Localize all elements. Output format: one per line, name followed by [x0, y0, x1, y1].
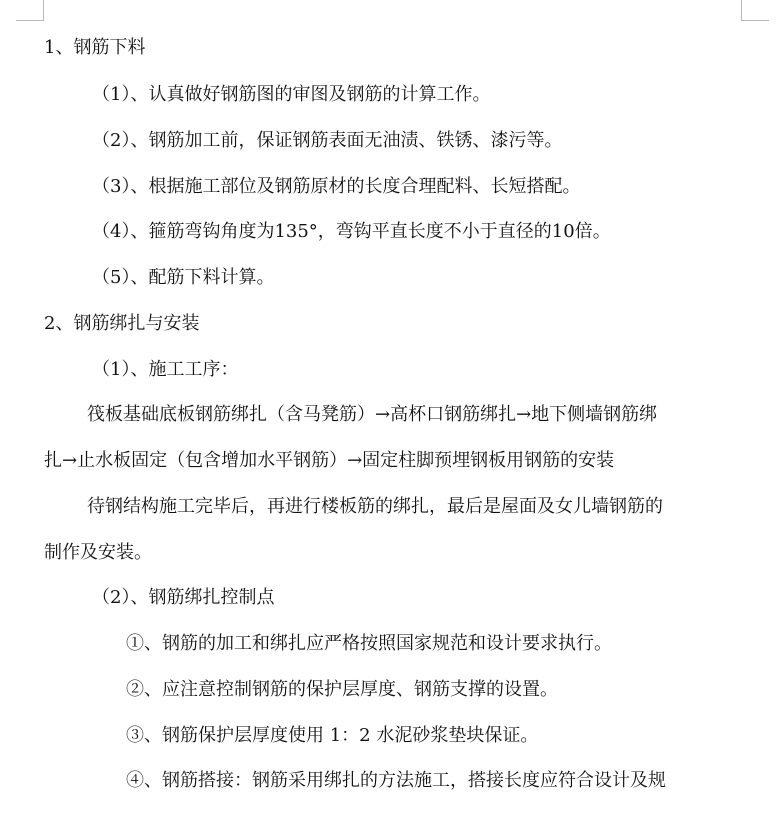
list-item-3: （3）、根据施工部位及钢筋原材的长度合理配料、长短搭配。	[92, 176, 581, 197]
paragraph-steel-line-2: 制作及安装。	[44, 542, 152, 563]
list-item-1: （1）、认真做好钢筋图的审图及钢筋的计算工作。	[92, 84, 491, 105]
control-point-3: ③、钢筋保护层厚度使用 1：2 水泥砂浆垫块保证。	[126, 725, 539, 746]
heading-rebar-binding: 2、钢筋绑扎与安装	[44, 313, 200, 334]
list-item-2: （2）、钢筋加工前，保证钢筋表面无油渍、铁锈、漆污等。	[92, 130, 563, 151]
list-item-5: （5）、配筋下料计算。	[92, 267, 275, 288]
control-point-4: ④、钢筋搭接：钢筋采用绑扎的方法施工，搭接长度应符合设计及规	[126, 770, 666, 791]
control-point-1: ①、钢筋的加工和绑扎应严格按照国家规范和设计要求执行。	[126, 633, 612, 654]
heading-rebar-cutting: 1、钢筋下料	[44, 37, 146, 58]
paragraph-procedure-line-2: 扎→止水板固定（包含增加水平钢筋）→固定柱脚预埋钢板用钢筋的安装	[44, 450, 615, 471]
list-item-procedure: （1）、施工工序：	[92, 359, 239, 380]
paragraph-steel-line-1: 待钢结构施工完毕后，再进行楼板筋的绑扎，最后是屋面及女儿墙钢筋的	[87, 496, 663, 517]
control-point-2: ②、应注意控制钢筋的保护层厚度、钢筋支撑的设置。	[126, 679, 558, 700]
list-item-control-points: （2）、钢筋绑扎控制点	[92, 587, 275, 608]
list-item-4: （4）、箍筋弯钩角度为135°，弯钩平直长度不小于直径的10倍。	[92, 221, 611, 242]
paragraph-procedure-line-1: 筏板基础底板钢筋绑扎（含马凳筋）→高杯口钢筋绑扎→地下侧墙钢筋绑	[87, 404, 658, 425]
